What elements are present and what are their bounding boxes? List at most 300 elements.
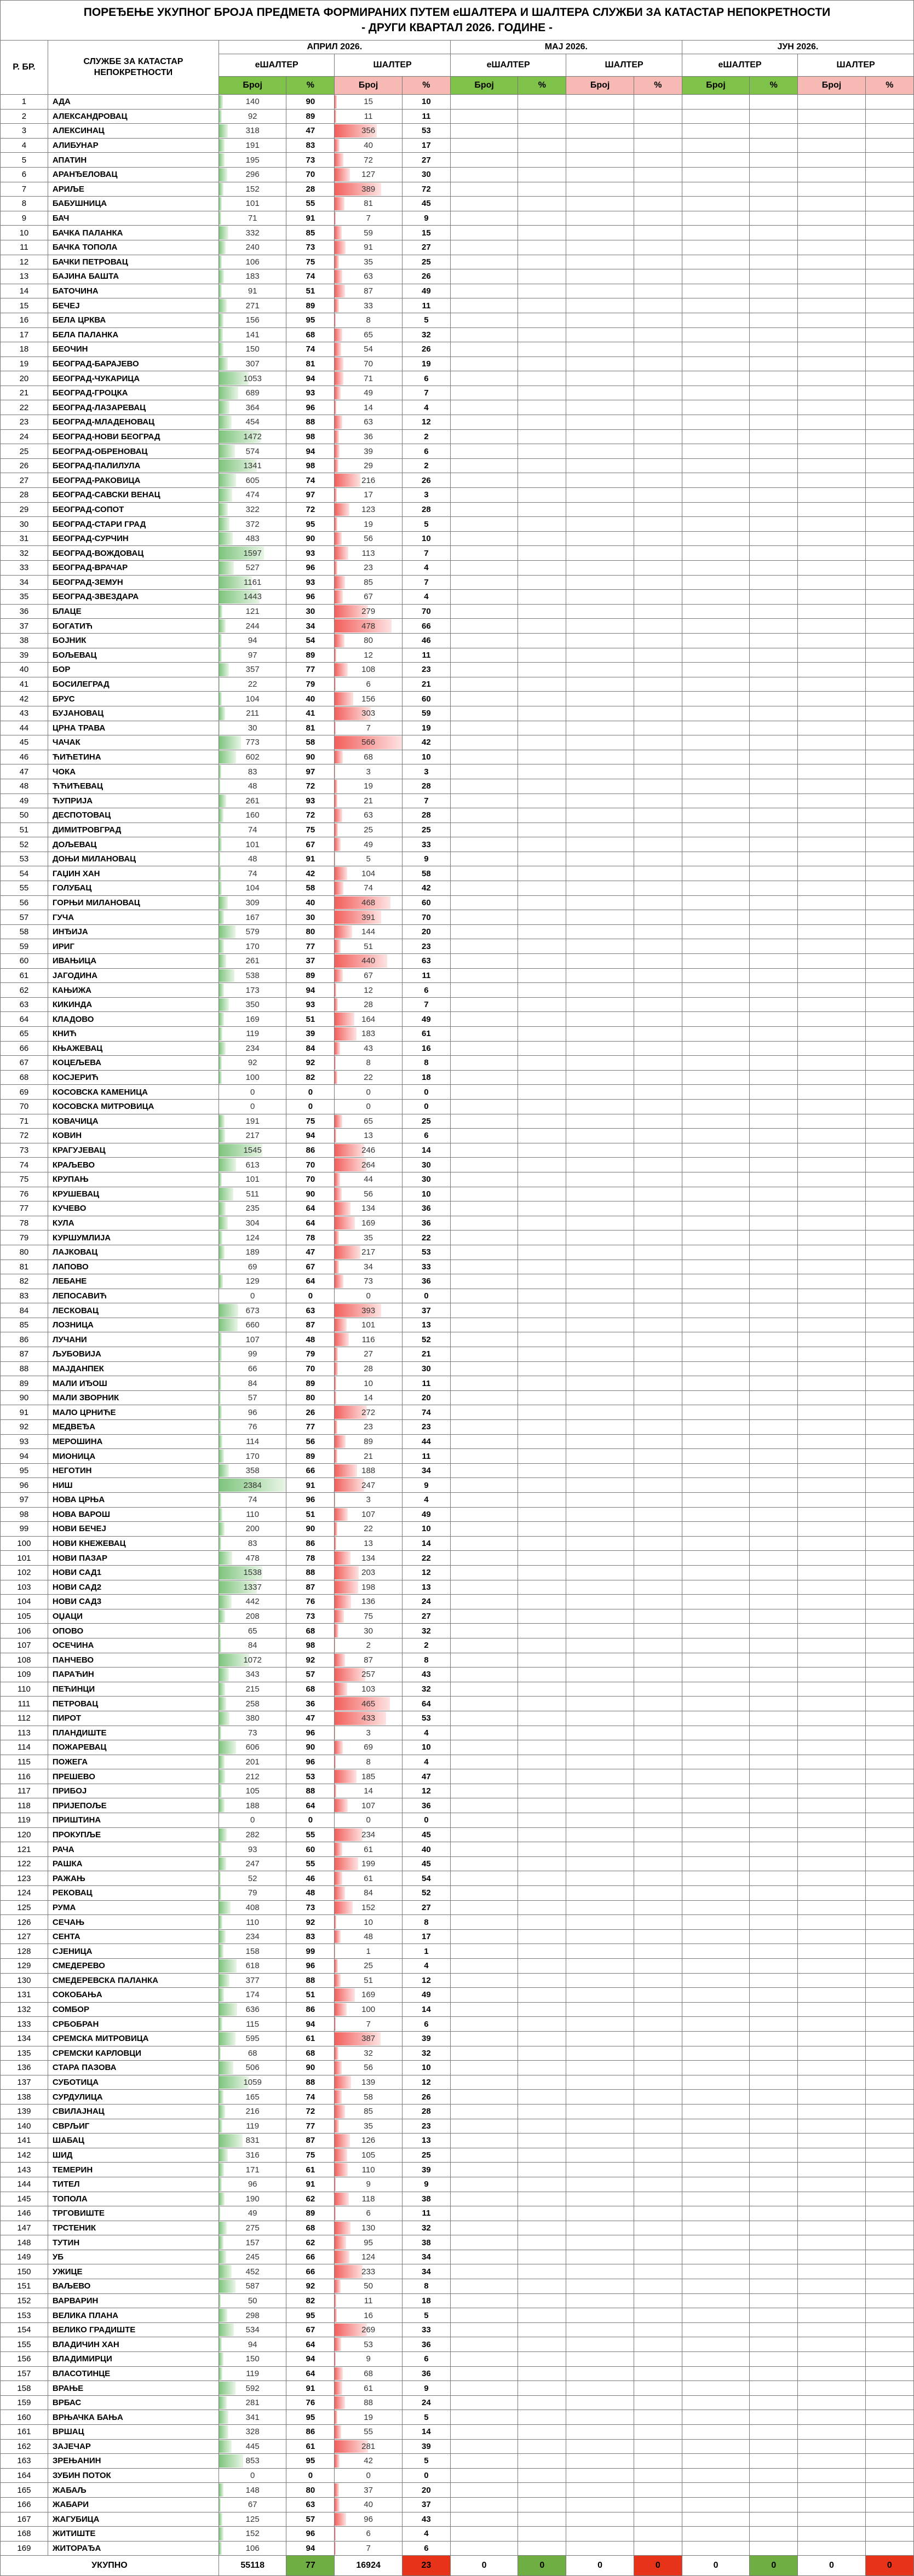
- eshalter-percent: 64: [286, 2337, 335, 2352]
- shalter-count: [335, 269, 402, 284]
- eshalter-count-value: 65: [248, 1626, 257, 1636]
- eshalter-percent: 58: [286, 881, 335, 896]
- row-number: 49: [1, 794, 48, 808]
- eshalter-percent: 63: [286, 1303, 335, 1318]
- empty-cell: [518, 357, 566, 371]
- row-number: 72: [1, 1129, 48, 1143]
- eshalter-percent: 86: [286, 1536, 335, 1551]
- empty-cell: [450, 255, 518, 269]
- empty-cell: [634, 153, 682, 168]
- shalter-percent: 19: [402, 721, 450, 735]
- empty-cell: [750, 357, 798, 371]
- shalter-percent: 12: [402, 1565, 450, 1580]
- row-number: 57: [1, 910, 48, 925]
- table-row: [1, 546, 914, 561]
- empty-cell: [566, 2468, 634, 2483]
- eshalter-count-value: 96: [248, 1408, 257, 1417]
- empty-cell: [750, 1012, 798, 1027]
- eshalter-percent: 88: [286, 2075, 335, 2090]
- table-row: [1, 400, 914, 415]
- row-number: 61: [1, 968, 48, 983]
- empty-cell: [865, 1944, 913, 1959]
- shalter-count-bar: [335, 1129, 336, 1142]
- empty-cell: [566, 2410, 634, 2425]
- shalter-count-value: 185: [361, 1772, 375, 1781]
- table-row: [1, 269, 914, 284]
- empty-cell: [798, 2119, 865, 2134]
- empty-cell: [450, 1158, 518, 1172]
- shalter-percent: 7: [402, 575, 450, 590]
- empty-cell: [682, 342, 749, 357]
- table-row: [1, 1944, 914, 1959]
- empty-cell: [682, 1129, 749, 1143]
- shalter-count-bar: [335, 692, 353, 705]
- empty-cell: [566, 706, 634, 721]
- empty-cell: [518, 575, 566, 590]
- empty-cell: [865, 1755, 913, 1769]
- empty-cell: [798, 167, 865, 182]
- shalter-count: [335, 342, 402, 357]
- office-name: ЗАЈЕЧАР: [48, 2439, 219, 2454]
- table-row: [1, 2119, 914, 2134]
- empty-cell: [798, 2075, 865, 2090]
- empty-cell: [634, 2148, 682, 2163]
- empty-cell: [682, 1842, 749, 1857]
- empty-cell: [865, 924, 913, 939]
- eshalter-count: [219, 1784, 286, 1798]
- eshalter-count-bar: [219, 2425, 228, 2439]
- empty-cell: [634, 648, 682, 663]
- row-number: 6: [1, 167, 48, 182]
- empty-cell: [682, 1740, 749, 1755]
- empty-cell: [518, 1463, 566, 1478]
- shalter-count: [335, 706, 402, 721]
- eshalter-count-bar: [219, 2367, 222, 2381]
- shalter-percent: 45: [402, 1827, 450, 1842]
- empty-cell: [634, 546, 682, 561]
- empty-cell: [682, 109, 749, 124]
- shalter-count-bar: [335, 2483, 339, 2497]
- empty-cell: [798, 866, 865, 881]
- shalter-count-value: 72: [364, 156, 373, 165]
- eshalter-percent: 96: [286, 561, 335, 576]
- empty-cell: [518, 2293, 566, 2308]
- empty-cell: [682, 2468, 749, 2483]
- empty-cell: [450, 2090, 518, 2104]
- table-row: [1, 2148, 914, 2163]
- eshalter-count-bar: [219, 1727, 221, 1740]
- empty-cell: [750, 2148, 798, 2163]
- shalter-count-value: 44: [364, 1175, 373, 1184]
- empty-cell: [518, 764, 566, 779]
- empty-cell: [566, 1493, 634, 1508]
- eshalter-count-bar: [219, 984, 224, 997]
- eshalter-percent: 64: [286, 1274, 335, 1289]
- empty-cell: [750, 852, 798, 866]
- empty-cell: [798, 1478, 865, 1493]
- empty-cell: [798, 1493, 865, 1508]
- empty-cell: [450, 1303, 518, 1318]
- empty-cell: [450, 473, 518, 488]
- eshalter-count: [219, 1289, 286, 1303]
- eshalter-count: [219, 95, 286, 110]
- shalter-count-value: 126: [361, 2136, 375, 2145]
- empty-cell: [682, 400, 749, 415]
- eshalter-count: [219, 1653, 286, 1668]
- shalter-percent: 32: [402, 2221, 450, 2235]
- empty-cell: [566, 1245, 634, 1260]
- row-number: 44: [1, 721, 48, 735]
- row-number: 89: [1, 1376, 48, 1391]
- shalter-count-value: 217: [361, 1247, 375, 1257]
- empty-cell: [798, 386, 865, 400]
- header-count: Број: [450, 77, 518, 95]
- eshalter-count-value: 119: [246, 2121, 259, 2131]
- table-row: [1, 2308, 914, 2323]
- empty-cell: [450, 1711, 518, 1726]
- empty-cell: [566, 1041, 634, 1056]
- eshalter-count: [219, 1565, 286, 1580]
- empty-cell: [865, 939, 913, 954]
- office-name: ОСЕЧИНА: [48, 1638, 219, 1653]
- eshalter-count-value: 160: [246, 810, 260, 820]
- empty-cell: [682, 1245, 749, 1260]
- eshalter-percent: 78: [286, 1231, 335, 1245]
- empty-cell: [450, 1886, 518, 1901]
- empty-cell: [450, 2104, 518, 2119]
- eshalter-count-value: 343: [246, 1670, 260, 1679]
- eshalter-count-value: 169: [246, 1015, 260, 1024]
- eshalter-percent: 86: [286, 2425, 335, 2440]
- empty-cell: [566, 2104, 634, 2119]
- eshalter-count: [219, 852, 286, 866]
- table-row: [1, 1740, 914, 1755]
- eshalter-count-bar: [219, 241, 226, 254]
- empty-cell: [566, 2439, 634, 2454]
- shalter-count-value: 49: [364, 840, 373, 849]
- empty-cell: [634, 269, 682, 284]
- shalter-count: [335, 1027, 402, 1042]
- eshalter-count-bar: [219, 751, 236, 764]
- office-name: УБ: [48, 2250, 219, 2264]
- table-row: [1, 852, 914, 866]
- empty-cell: [518, 663, 566, 677]
- shalter-percent: 1: [402, 1944, 450, 1959]
- empty-cell: [566, 1522, 634, 1537]
- shalter-count-bar: [335, 984, 336, 997]
- row-number: 74: [1, 1158, 48, 1172]
- empty-cell: [634, 444, 682, 459]
- shalter-percent: 64: [402, 1697, 450, 1711]
- empty-cell: [518, 226, 566, 240]
- empty-cell: [798, 153, 865, 168]
- shalter-count-bar: [335, 1756, 336, 1769]
- row-number: 85: [1, 1318, 48, 1332]
- empty-cell: [450, 2366, 518, 2381]
- empty-cell: [865, 1289, 913, 1303]
- shalter-count-bar: [335, 1799, 347, 1812]
- eshalter-percent: 99: [286, 1944, 335, 1959]
- shalter-percent: 6: [402, 2017, 450, 2032]
- shalter-count: [335, 1580, 402, 1595]
- empty-cell: [450, 1070, 518, 1085]
- shalter-percent: 5: [402, 2454, 450, 2469]
- empty-cell: [682, 1551, 749, 1566]
- table-row: [1, 1172, 914, 1187]
- empty-cell: [634, 2250, 682, 2264]
- empty-cell: [682, 735, 749, 750]
- table-row: [1, 735, 914, 750]
- empty-cell: [798, 415, 865, 430]
- eshalter-count-value: 0: [250, 2471, 255, 2480]
- eshalter-count-bar: [219, 1508, 222, 1521]
- empty-cell: [798, 779, 865, 794]
- eshalter-count-bar: [219, 1071, 222, 1084]
- empty-cell: [682, 1784, 749, 1798]
- row-number: 94: [1, 1449, 48, 1464]
- eshalter-count-bar: [219, 2178, 222, 2191]
- eshalter-count: [219, 1318, 286, 1332]
- table-row: [1, 1915, 914, 1930]
- table-row: [1, 284, 914, 298]
- empty-cell: [450, 1332, 518, 1347]
- shalter-count: [335, 2148, 402, 2163]
- office-name: БАЧКА ПАЛАНКА: [48, 226, 219, 240]
- empty-cell: [566, 1027, 634, 1042]
- shalter-count: [335, 2250, 402, 2264]
- shalter-count-value: 468: [361, 898, 375, 907]
- header-shalter: ШАЛТЕР: [335, 54, 450, 77]
- eshalter-count-bar: [219, 1464, 229, 1477]
- shalter-count: [335, 1769, 402, 1784]
- shalter-percent: 36: [402, 1798, 450, 1813]
- empty-cell: [518, 823, 566, 837]
- row-number: 134: [1, 2031, 48, 2046]
- shalter-percent: 11: [402, 648, 450, 663]
- eshalter-count-bar: [219, 853, 220, 866]
- row-number: 19: [1, 357, 48, 371]
- empty-cell: [450, 575, 518, 590]
- office-name: БЕОГРАД-СОПОТ: [48, 502, 219, 517]
- empty-cell: [450, 1769, 518, 1784]
- eshalter-count: [219, 1668, 286, 1682]
- eshalter-count-bar: [219, 2338, 222, 2351]
- empty-cell: [566, 298, 634, 313]
- empty-cell: [798, 1231, 865, 1245]
- eshalter-count-value: 76: [248, 1422, 257, 1431]
- shalter-count-value: 32: [364, 2049, 373, 2058]
- shalter-count: [335, 2468, 402, 2483]
- table-row: [1, 2468, 914, 2483]
- empty-cell: [682, 1959, 749, 1974]
- table-row: [1, 1361, 914, 1376]
- eshalter-count-bar: [219, 780, 220, 793]
- eshalter-percent: 92: [286, 2279, 335, 2294]
- row-number: 55: [1, 881, 48, 896]
- empty-cell: [682, 1697, 749, 1711]
- empty-cell: [634, 881, 682, 896]
- eshalter-count: [219, 823, 286, 837]
- shalter-count: [335, 531, 402, 546]
- empty-cell: [750, 2206, 798, 2221]
- office-name: БОЉЕВАЦ: [48, 648, 219, 663]
- shalter-percent: 0: [402, 1289, 450, 1303]
- title-line-2: - ДРУГИ КВАРТАЛ 2026. ГОДИНЕ -: [1, 20, 913, 36]
- empty-cell: [865, 1216, 913, 1231]
- eshalter-count-bar: [219, 955, 226, 968]
- empty-cell: [798, 663, 865, 677]
- eshalter-count-bar: [219, 1668, 229, 1681]
- shalter-count-bar: [335, 1537, 336, 1550]
- shalter-count-value: 101: [361, 1320, 375, 1330]
- empty-cell: [518, 2497, 566, 2512]
- row-number: 15: [1, 298, 48, 313]
- empty-cell: [518, 546, 566, 561]
- shalter-count-value: 246: [361, 1146, 375, 1155]
- shalter-count: [335, 2002, 402, 2017]
- empty-cell: [682, 415, 749, 430]
- header-eshalter: еШАЛТЕР: [450, 54, 566, 77]
- shalter-count-value: 61: [364, 1874, 373, 1883]
- office-name: ЦРНА ТРАВА: [48, 721, 219, 735]
- shalter-count: [335, 371, 402, 386]
- eshalter-count-bar: [219, 561, 234, 574]
- row-number: 2: [1, 109, 48, 124]
- empty-cell: [682, 1201, 749, 1216]
- empty-cell: [865, 2163, 913, 2177]
- eshalter-count-bar: [219, 1493, 221, 1507]
- empty-cell: [682, 284, 749, 298]
- shalter-count-bar: [335, 1261, 338, 1274]
- eshalter-count: [219, 531, 286, 546]
- eshalter-count-value: 125: [246, 2515, 260, 2524]
- office-name: КРАГУЈЕВАЦ: [48, 1143, 219, 1158]
- shalter-percent: 23: [402, 1420, 450, 1435]
- office-name: БЕОГРАД-СТАРИ ГРАД: [48, 517, 219, 532]
- empty-cell: [750, 924, 798, 939]
- eshalter-count-value: 602: [246, 752, 260, 762]
- shalter-count-value: 105: [361, 2150, 375, 2160]
- empty-cell: [634, 706, 682, 721]
- empty-cell: [518, 2322, 566, 2337]
- table-row: [1, 1216, 914, 1231]
- shalter-count: [335, 1609, 402, 1624]
- empty-cell: [750, 1187, 798, 1201]
- empty-cell: [518, 1842, 566, 1857]
- empty-cell: [634, 1274, 682, 1289]
- table-row: [1, 2439, 914, 2454]
- eshalter-count: [219, 590, 286, 605]
- row-number: 17: [1, 327, 48, 342]
- empty-cell: [566, 473, 634, 488]
- empty-cell: [566, 1551, 634, 1566]
- empty-cell: [682, 1595, 749, 1609]
- header-percent: %: [750, 77, 798, 95]
- empty-cell: [566, 2221, 634, 2235]
- eshalter-count: [219, 2002, 286, 2017]
- office-name: ГОЛУБАЦ: [48, 881, 219, 896]
- empty-cell: [634, 619, 682, 634]
- empty-cell: [566, 2235, 634, 2250]
- shalter-count: [335, 182, 402, 197]
- empty-cell: [518, 2541, 566, 2556]
- empty-cell: [682, 823, 749, 837]
- eshalter-count-value: 97: [248, 651, 257, 660]
- eshalter-count-value: 93: [248, 1845, 257, 1854]
- empty-cell: [450, 1318, 518, 1332]
- eshalter-count: [219, 2221, 286, 2235]
- table-row: [1, 1420, 914, 1435]
- empty-cell: [682, 1522, 749, 1537]
- shalter-count: [335, 1420, 402, 1435]
- empty-cell: [798, 794, 865, 808]
- empty-cell: [566, 313, 634, 327]
- empty-cell: [518, 1740, 566, 1755]
- header-count: Број: [682, 77, 749, 95]
- empty-cell: [798, 561, 865, 576]
- eshalter-count: [219, 2206, 286, 2221]
- row-number: 158: [1, 2381, 48, 2396]
- office-name: ЖАГУБИЦА: [48, 2512, 219, 2527]
- eshalter-count: [219, 1361, 286, 1376]
- eshalter-count-value: 106: [246, 2544, 260, 2553]
- empty-cell: [865, 1231, 913, 1245]
- shalter-count: [335, 1711, 402, 1726]
- empty-cell: [682, 2235, 749, 2250]
- shalter-count-bar: [335, 503, 349, 516]
- shalter-count-bar: [335, 1246, 360, 1259]
- row-number: 27: [1, 473, 48, 488]
- shalter-count-bar: [335, 256, 339, 269]
- empty-cell: [682, 1303, 749, 1318]
- row-number: 114: [1, 1740, 48, 1755]
- empty-cell: [682, 852, 749, 866]
- empty-cell: [682, 327, 749, 342]
- empty-cell: [566, 2366, 634, 2381]
- row-number: 52: [1, 837, 48, 852]
- eshalter-count-value: 332: [246, 228, 260, 238]
- empty-cell: [798, 1944, 865, 1959]
- row-number: 149: [1, 2250, 48, 2264]
- empty-cell: [865, 677, 913, 692]
- empty-cell: [634, 1653, 682, 1668]
- empty-cell: [750, 1565, 798, 1580]
- shalter-count-value: 144: [361, 927, 375, 936]
- shalter-percent: 23: [402, 663, 450, 677]
- empty-cell: [750, 1493, 798, 1508]
- table-row: [1, 575, 914, 590]
- empty-cell: [634, 721, 682, 735]
- empty-cell: [682, 1609, 749, 1624]
- empty-cell: [518, 1478, 566, 1493]
- row-number: 58: [1, 924, 48, 939]
- empty-cell: [518, 590, 566, 605]
- shalter-percent: 4: [402, 1493, 450, 1508]
- shalter-count: [335, 1070, 402, 1085]
- empty-cell: [865, 1668, 913, 1682]
- office-name: БЕОГРАД-САВСКИ ВЕНАЦ: [48, 488, 219, 503]
- empty-cell: [634, 1959, 682, 1974]
- empty-cell: [682, 444, 749, 459]
- empty-cell: [634, 2366, 682, 2381]
- table-row: [1, 1463, 914, 1478]
- empty-cell: [750, 1303, 798, 1318]
- empty-cell: [634, 1595, 682, 1609]
- empty-cell: [634, 1668, 682, 1682]
- empty-cell: [750, 2410, 798, 2425]
- empty-cell: [682, 648, 749, 663]
- empty-cell: [450, 764, 518, 779]
